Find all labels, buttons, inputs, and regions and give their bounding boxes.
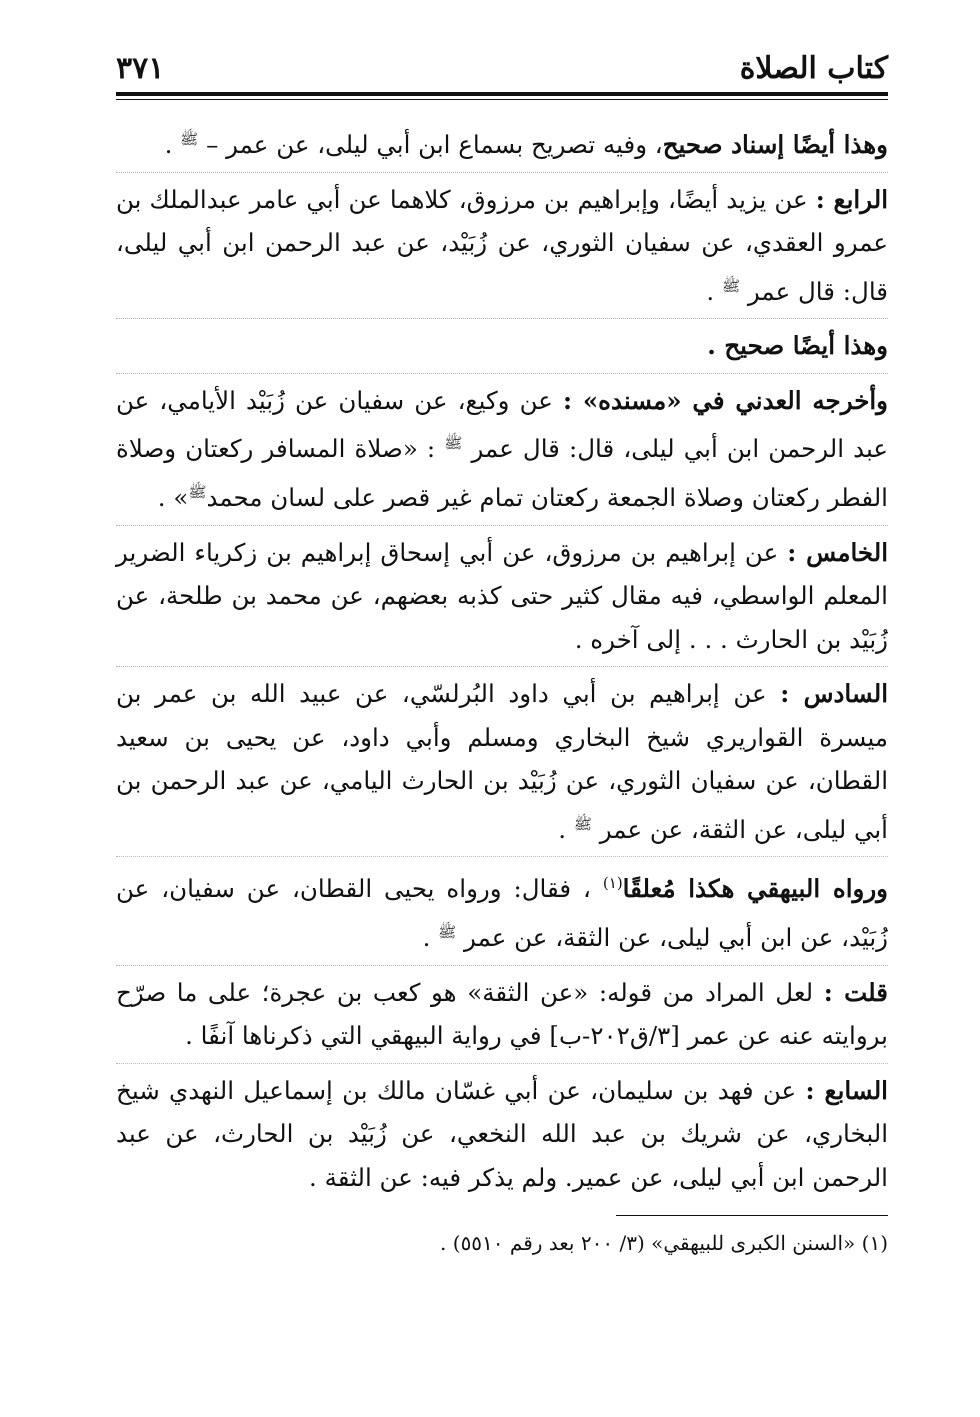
book-page <box>116 38 888 1260</box>
paragraph-5 <box>116 529 888 664</box>
paragraph-text: عن إبراهيم بن مرزوق، عن أبي إسحاق إبراهيم بن زكرياء الضرير المعلم الواسطي، فيه مقال كثير حتى كذبه بعضهم، عن محمد بن طلحة، عن زُبَيْد بن الحارث . . . إلى آخره . <box>116 537 888 654</box>
paragraph-lead: السابع : <box>805 1075 888 1105</box>
paragraph-6 <box>116 670 888 853</box>
paragraph-9 <box>116 1067 888 1202</box>
paragraph-text: لعل المراد من قوله: «عن الثقة» هو كعب بن عجرة؛ على ما صرّح بروايته عنه عن عمر [٣/ق٢٠٢-ب] في رواية البيهقي التي ذكرناها آنفًا . <box>116 977 888 1051</box>
paragraph-lead: وهذا أيضًا صحيح . <box>707 331 888 361</box>
paragraph-2 <box>116 176 888 316</box>
paragraph-8 <box>116 969 888 1060</box>
honorific-glyph: ﷺ <box>722 276 741 295</box>
honorific-glyph: ﷺ <box>438 922 457 941</box>
paragraph-3 <box>116 322 888 370</box>
header-rule-thick <box>116 92 888 96</box>
paragraph-4 <box>116 377 888 522</box>
paragraph-lead: وهذا أيضًا إسناد صحيح <box>662 130 888 160</box>
paragraph-separator <box>116 373 888 374</box>
footnote-rule <box>616 1215 888 1216</box>
paragraph-lead: السادس : <box>780 679 889 709</box>
paragraph-lead: الخامس : <box>787 537 888 567</box>
paragraph-tail: . <box>558 814 574 844</box>
paragraph-1 <box>116 116 888 169</box>
paragraph-tail-end: » . <box>157 483 189 513</box>
honorific-glyph: ﷺ <box>573 814 592 833</box>
paragraph-text: ، وفيه تصريح بسماع ابن أبي ليلى، عن عمر – <box>198 130 663 160</box>
paragraph-separator <box>116 965 888 966</box>
paragraph-tail: . <box>422 923 439 953</box>
paragraph-tail: . <box>706 276 722 306</box>
paragraph-text: ، فقال: ورواه يحيى القطان، عن سفيان، عن زُبَيْد، عن ابن أبي ليلى، عن الثقة، عن عمر <box>116 874 888 953</box>
paragraph-lead: قلت : <box>823 977 888 1007</box>
paragraph-tail: : «صلاة المسافر ركعتان وصلاة الفطر ركعتان وصلاة الجمعة ركعتان تمام غير قصر على لسان محمد <box>116 434 888 513</box>
paragraph-separator <box>116 318 888 319</box>
header-rule-thin <box>116 99 888 100</box>
page-number: ٣٧١ <box>116 51 165 86</box>
paragraph-text: عن وكيع، عن سفيان عن زُبَيْد الأيامي، عن عبد الرحمن ابن أبي ليلى، قال: قال عمر <box>116 385 888 464</box>
paragraph-separator <box>116 856 888 857</box>
paragraph-separator <box>116 1063 888 1064</box>
paragraph-text: عن يزيد أيضًا، وإبراهيم بن مرزوق، كلاهما عن أبي عامر عبدالملك بن عمرو العقدي، عن سفيان الثوري، عن زُبَيْد، عن عبد الرحمن ابن أبي ليلى، قال: قال عمر <box>116 184 888 306</box>
paragraph-text: عن فهد بن سليمان، عن أبي غسّان مالك بن إسماعيل النهدي شيخ البخاري، عن شريك بن عبد الله النخعي، عن زُبَيْد بن الحارث، عن عبد الرحمن ابن أبي ليلى، عن عمير. ولم يذكر فيه: عن الثقة . <box>116 1075 888 1192</box>
paragraph-separator <box>116 666 888 667</box>
paragraph-7 <box>116 860 888 961</box>
paragraph-lead: ورواه البيهقي هكذا مُعلقًا <box>622 874 889 904</box>
honorific-glyph: ﷺ <box>180 130 199 148</box>
paragraph-lead: وأخرجه العدني في «مسنده» : <box>562 385 889 415</box>
footnote-ref[interactable]: (١) <box>602 874 623 893</box>
running-header <box>116 38 888 86</box>
honorific-glyph: ﷺ <box>444 434 463 453</box>
chapter-title: كتاب الصلاة <box>739 51 888 86</box>
honorific-glyph: ﷺ <box>188 482 207 501</box>
paragraph-separator <box>116 172 888 173</box>
paragraph-tail: . <box>164 130 181 160</box>
paragraph-lead: الرابع : <box>815 184 888 214</box>
footnote: (١) «السنن الكبرى للبيهقي» (٣/ ٢٠٠ بعد رقم ٥٥١٠) . <box>440 1231 888 1256</box>
page-body <box>116 116 888 1201</box>
paragraph-separator <box>116 525 888 526</box>
paragraph-text: عن إبراهيم بن أبي داود البُرلسّي، عن عبيد الله بن عمر بن ميسرة القواريري شيخ البخاري ومسلم وأبي داود، عن يحيى بن سعيد القطان، عن سفيان الثوري، عن زُبَيْد بن الحارث اليامي، عن عبد الرحمن بن أبي ليلى، عن الثقة، عن عمر <box>116 679 888 844</box>
